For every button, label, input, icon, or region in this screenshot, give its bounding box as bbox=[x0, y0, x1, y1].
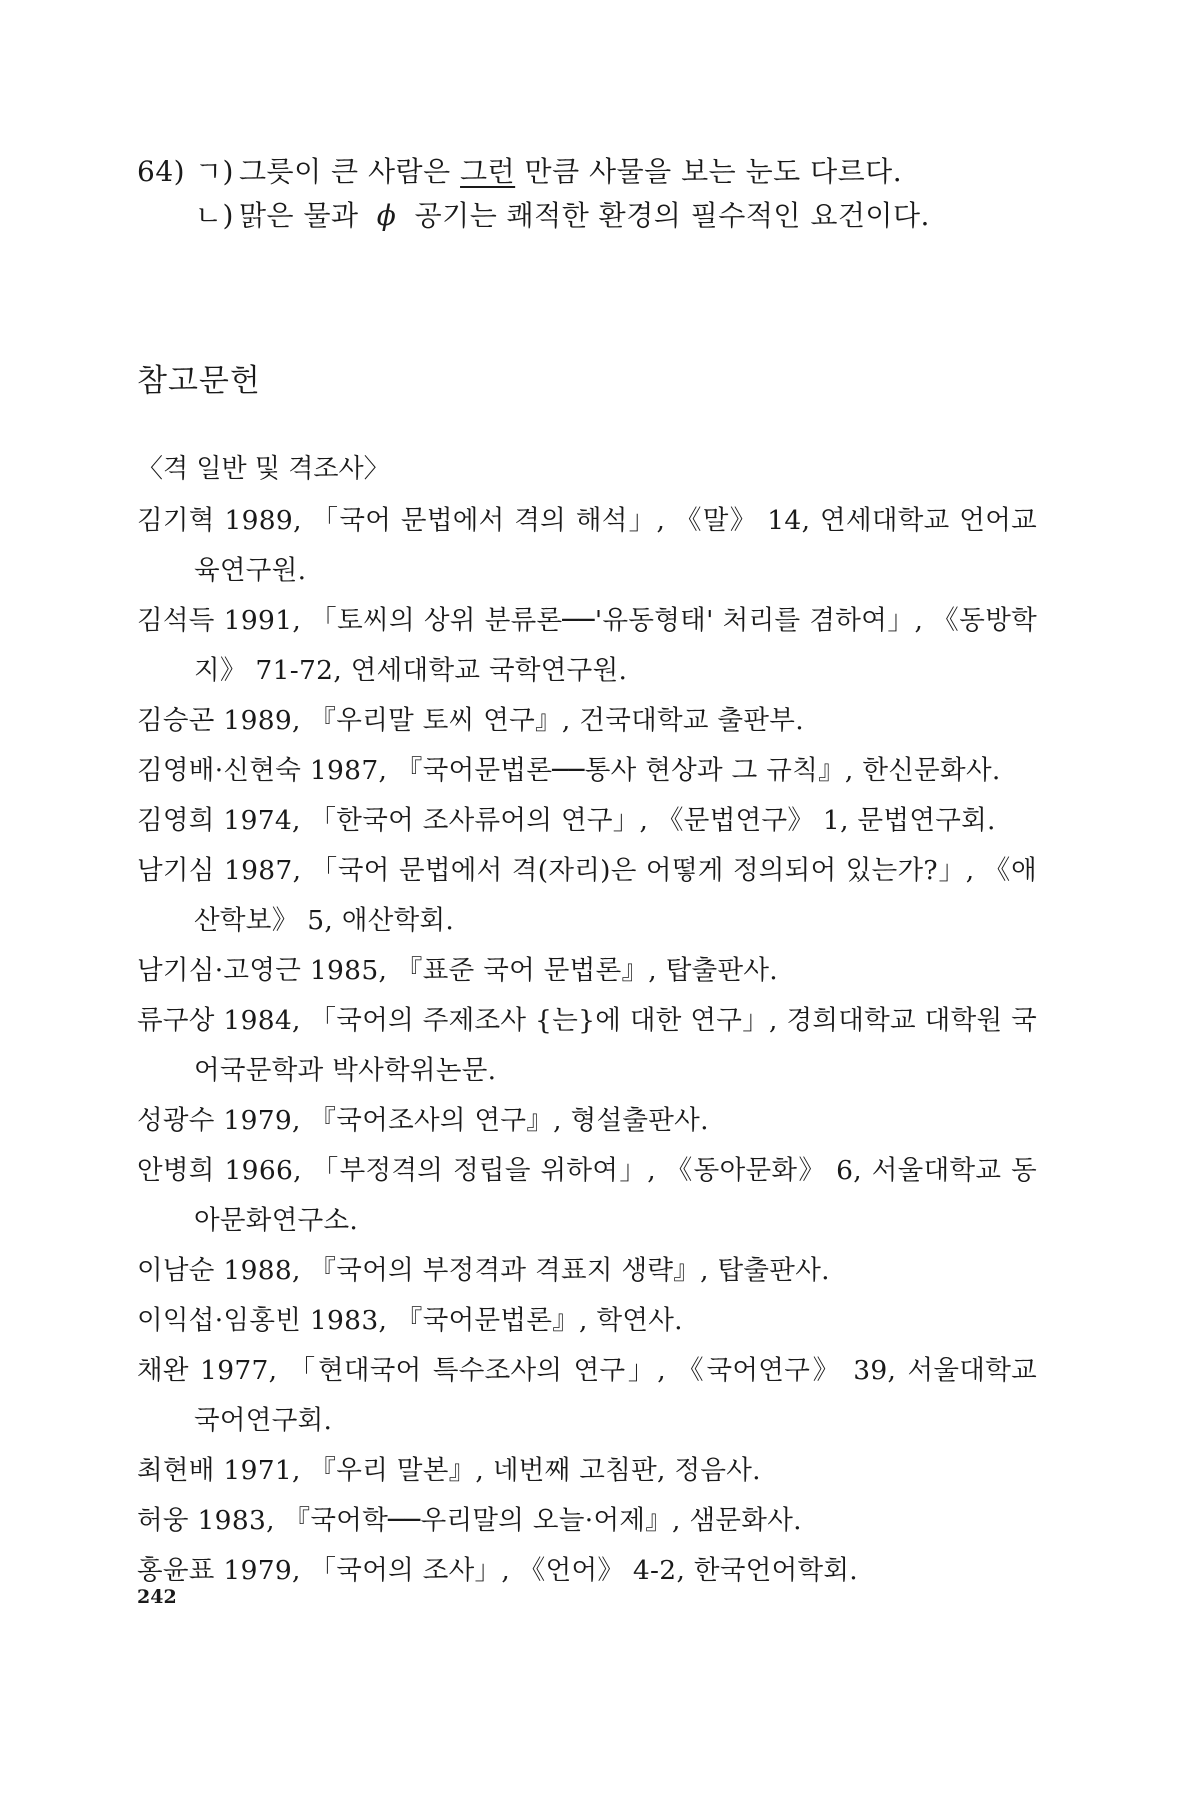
reference-entry: 김석득 1991, 「토씨의 상위 분류론──'유동형태' 처리를 겸하여」, 《동방학지》 71-72, 연세대학교 국학연구원. bbox=[137, 605, 1037, 686]
reference-entry: 최현배 1971, 『우리 말본』, 네번째 고침판, 정음사. bbox=[137, 1455, 761, 1486]
references-section bbox=[137, 448, 1037, 1596]
reference-entry: 채완 1977, 「현대국어 특수조사의 연구」, 《국어연구》 39, 서울대학교 국어연구회. bbox=[137, 1355, 1037, 1436]
example-a-underlined-word: 그런 bbox=[460, 155, 516, 188]
references-subsection-title: 〈격 일반 및 격조사〉 bbox=[137, 454, 390, 484]
example-a-text-before: 그릇이 큰 사람은 bbox=[239, 155, 461, 188]
reference-entry: 김영희 1974, 「한국어 조사류어의 연구」, 《문법연구》 1, 문법연구회. bbox=[137, 805, 996, 836]
reference-entry: 허웅 1983, 『국어학──우리말의 오늘·어제』, 샘문화사. bbox=[137, 1505, 802, 1536]
reference-list bbox=[137, 496, 1037, 1596]
example-number: 64) bbox=[137, 155, 186, 188]
example-b-text-before: 맑은 물과 bbox=[239, 199, 359, 232]
references-heading: 참고문헌 bbox=[137, 363, 261, 399]
reference-entry: 안병희 1966, 「부정격의 정립을 위하여」, 《동아문화》 6, 서울대학교 동아문화연구소. bbox=[137, 1155, 1037, 1236]
reference-entry: 김영배·신현숙 1987, 『국어문법론──통사 현상과 그 규칙』, 한신문화사. bbox=[137, 755, 1001, 786]
example-label-b: ㄴ) bbox=[195, 199, 234, 232]
example-line-b bbox=[137, 194, 1037, 238]
reference-entry: 남기심·고영근 1985, 『표준 국어 문법론』, 탑출판사. bbox=[137, 955, 779, 986]
example-b-text-after: 공기는 쾌적한 환경의 필수적인 요건이다. bbox=[414, 199, 930, 232]
empty-set-symbol: ϕ bbox=[376, 199, 397, 232]
reference-entry: 류구상 1984, 「국어의 주제조사 {는}에 대한 연구」, 경희대학교 대학원 국어국문학과 박사학위논문. bbox=[137, 1005, 1037, 1086]
page-number: 242 bbox=[137, 1586, 177, 1608]
reference-entry: 성광수 1979, 『국어조사의 연구』, 형설출판사. bbox=[137, 1105, 709, 1136]
reference-entry: 남기심 1987, 「국어 문법에서 격(자리)은 어떻게 정의되어 있는가?」, 《애산학보》 5, 애산학회. bbox=[137, 855, 1037, 936]
reference-entry: 홍윤표 1979, 「국어의 조사」, 《언어》 4-2, 한국언어학회. bbox=[137, 1555, 859, 1586]
reference-entry: 이익섭·임홍빈 1983, 『국어문법론』, 학연사. bbox=[137, 1305, 683, 1336]
reference-entry: 김승곤 1989, 『우리말 토씨 연구』, 건국대학교 출판부. bbox=[137, 705, 804, 736]
example-sentences bbox=[137, 150, 1037, 238]
reference-entry: 이남순 1988, 『국어의 부정격과 격표지 생략』, 탑출판사. bbox=[137, 1255, 830, 1286]
example-label-a: ㄱ) bbox=[195, 155, 234, 188]
example-a-text-after: 만큼 사물을 보는 눈도 다르다. bbox=[515, 155, 903, 188]
example-line-a bbox=[137, 150, 1037, 194]
reference-entry: 김기혁 1989, 「국어 문법에서 격의 해석」, 《말》 14, 연세대학교 언어교육연구원. bbox=[137, 505, 1037, 586]
